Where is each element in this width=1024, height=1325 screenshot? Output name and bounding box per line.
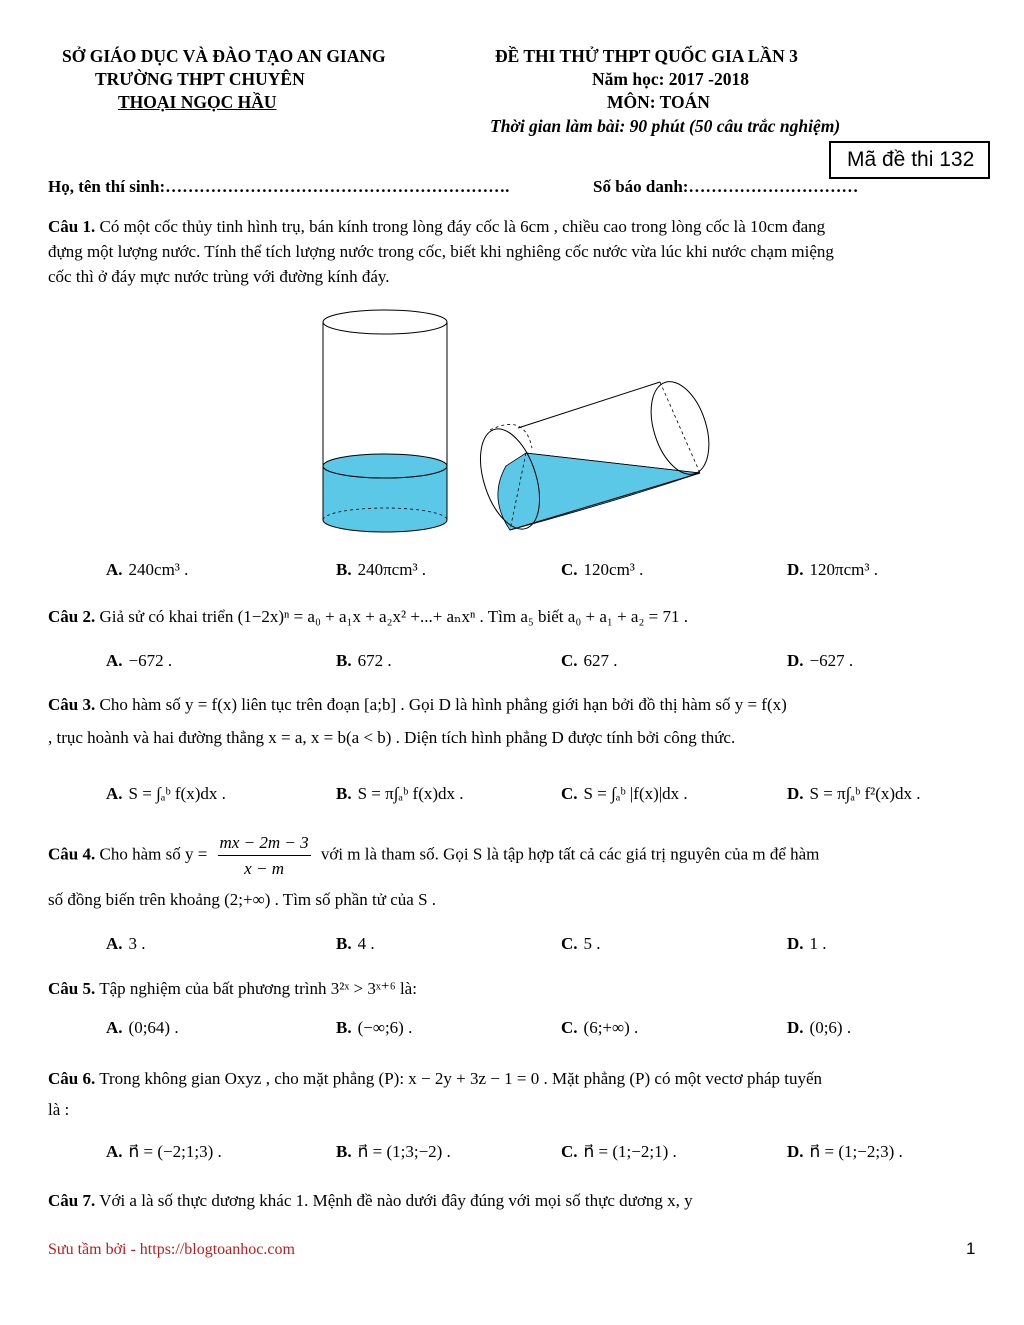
school-year: Năm học: 2017 -2018 bbox=[592, 69, 749, 89]
option-b[interactable]: B. 4 . bbox=[336, 934, 375, 953]
option-c[interactable]: C. 120cm³ . bbox=[561, 560, 644, 579]
question-text: với m là tham số. Gọi S là tập hợp tất cả các giá trị nguyên của m để hàm bbox=[320, 844, 820, 864]
fraction-numerator: mx − 2m − 3 bbox=[218, 830, 311, 856]
option-a[interactable]: A. 3 . bbox=[106, 934, 146, 953]
question-2 bbox=[48, 604, 988, 629]
page-number: 1 bbox=[966, 1239, 976, 1258]
question-4-continued bbox=[48, 887, 988, 912]
question-label: Câu 5. bbox=[48, 979, 96, 998]
question-text: là : bbox=[48, 1100, 70, 1119]
option-c[interactable]: C. 5 . bbox=[561, 934, 601, 953]
question-label: Câu 2. bbox=[48, 607, 96, 626]
question-text: Cho hàm số y = f(x) liên tục trên đoạn [a;b] . Gọi D là hình phẳng giới hạn bởi đồ thị hàm số y = f(x) bbox=[99, 695, 787, 714]
option-a[interactable]: A. (0;64) . bbox=[106, 1018, 179, 1037]
question-label: Câu 6. bbox=[48, 1069, 96, 1088]
option-d[interactable]: D. 120πcm³ . bbox=[787, 560, 878, 579]
question-text: Giả sử có khai triển (1−2x)ⁿ = a₀ + a₁x + a₂x² +...+ aₙxⁿ . Tìm a₅ biết a₀ + a₁ + a₂ = 71 . bbox=[99, 607, 688, 626]
question-7 bbox=[48, 1188, 988, 1213]
question-text: , trục hoành và hai đường thẳng x = a, x = b(a < b) . Diện tích hình phẳng D được tính bởi công thức. bbox=[48, 728, 736, 747]
exam-title: ĐỀ THI THỬ THPT QUỐC GIA LẦN 3 bbox=[495, 46, 798, 66]
option-d[interactable]: D. n⃗ = (1;−2;3) . bbox=[787, 1142, 903, 1161]
option-d[interactable]: D. S = π∫ₐᵇ f²(x)dx . bbox=[787, 784, 921, 803]
question-text: Với a là số thực dương khác 1. Mệnh đề nào dưới đây đúng với mọi số thực dương x, y bbox=[99, 1191, 693, 1210]
option-c[interactable]: C. 627 . bbox=[561, 651, 618, 670]
option-a[interactable]: A. −672 . bbox=[106, 651, 173, 670]
option-c[interactable]: C. (6;+∞) . bbox=[561, 1018, 639, 1037]
function-fraction bbox=[218, 830, 311, 881]
question-6 bbox=[48, 1066, 988, 1122]
question-label: Câu 4. bbox=[48, 844, 96, 864]
question-label: Câu 3. bbox=[48, 695, 96, 714]
header-school: TRƯỜNG THPT CHUYÊN bbox=[95, 69, 305, 89]
option-b[interactable]: B. (−∞;6) . bbox=[336, 1018, 413, 1037]
question-text: Tập nghiệm của bất phương trình 3²ˣ > 3ˣ⁺⁶ là: bbox=[99, 979, 417, 998]
source-link[interactable]: Sưu tầm bởi - https://blogtoanhoc.com bbox=[48, 1241, 295, 1258]
option-d[interactable]: D. (0;6) . bbox=[787, 1018, 852, 1037]
header-department: SỞ GIÁO DỤC VÀ ĐÀO TẠO AN GIANG bbox=[62, 46, 386, 66]
question-1 bbox=[48, 214, 988, 289]
question-4 bbox=[48, 830, 988, 881]
exam-code-box: Mã đề thi 132 bbox=[829, 141, 990, 179]
option-b[interactable]: B. n⃗ = (1;3;−2) . bbox=[336, 1142, 451, 1161]
question-3 bbox=[48, 692, 988, 750]
question-label: Câu 7. bbox=[48, 1191, 96, 1210]
fraction-denominator: x − m bbox=[244, 859, 284, 878]
question-label: Câu 1. bbox=[48, 217, 96, 236]
option-c[interactable]: C. S = ∫ₐᵇ |f(x)|dx . bbox=[561, 784, 688, 803]
option-b[interactable]: B. S = π∫ₐᵇ f(x)dx . bbox=[336, 784, 464, 803]
option-a[interactable]: A. 240cm³ . bbox=[106, 560, 189, 579]
question-text: cốc thì ở đáy mực nước trùng với đường kính đáy. bbox=[48, 267, 390, 286]
option-a[interactable]: A. S = ∫ₐᵇ f(x)dx . bbox=[106, 784, 226, 803]
option-d[interactable]: D. 1 . bbox=[787, 934, 827, 953]
upright-cylinder bbox=[323, 310, 447, 532]
option-b[interactable]: B. 240πcm³ . bbox=[336, 560, 427, 579]
exam-duration: Thời gian làm bài: 90 phút (50 câu trắc nghiệm) bbox=[490, 116, 841, 136]
question-5 bbox=[48, 976, 988, 1001]
subject: MÔN: TOÁN bbox=[607, 92, 710, 112]
header-school-name: THOẠI NGỌC HẦU bbox=[118, 92, 277, 112]
tilted-cylinder bbox=[469, 374, 719, 536]
question-text: Trong không gian Oxyz , cho mặt phẳng (P): x − 2y + 3z − 1 = 0 . Mặt phẳng (P) có một vectơ pháp tuyến bbox=[99, 1069, 823, 1088]
student-id-field: Số báo danh:………………………… bbox=[593, 177, 859, 196]
option-d[interactable]: D. −627 . bbox=[787, 651, 854, 670]
cylinder-figure bbox=[310, 298, 730, 543]
option-c[interactable]: C. n⃗ = (1;−2;1) . bbox=[561, 1142, 677, 1161]
question-text: Có một cốc thủy tinh hình trụ, bán kính trong lòng đáy cốc là 6cm , chiều cao trong lòng cốc là 10cm đang bbox=[99, 217, 826, 236]
option-b[interactable]: B. 672 . bbox=[336, 651, 392, 670]
question-text: số đồng biến trên khoảng (2;+∞) . Tìm số phần tử của S . bbox=[48, 890, 437, 909]
question-text: đựng một lượng nước. Tính thể tích lượng nước trong cốc, biết khi nghiêng cốc nước vừa lúc khi nước chạm miệng bbox=[48, 242, 834, 261]
option-a[interactable]: A. n⃗ = (−2;1;3) . bbox=[106, 1142, 222, 1161]
student-name-field: Họ, tên thí sinh:……………………………………………………. bbox=[48, 177, 510, 196]
question-text: Cho hàm số y = bbox=[99, 844, 208, 864]
